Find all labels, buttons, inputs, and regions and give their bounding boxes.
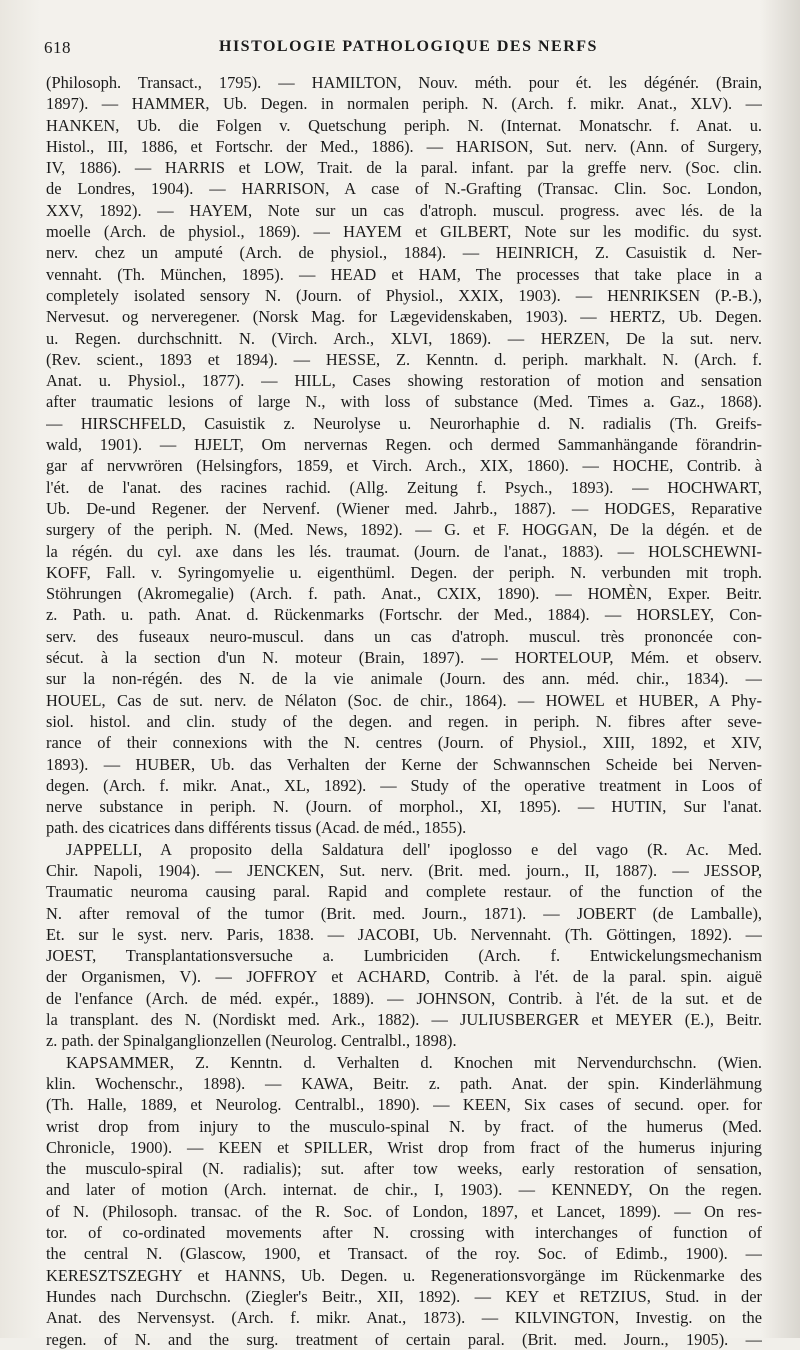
- text-line: XXV, 1892). — HAYEM, Note sur un cas d'atroph. muscul. progress. avec lés. de la: [46, 200, 762, 220]
- text-line: 1893). — HUBER, Ub. das Verhalten der Kerne der Schwannschen Scheide bei Nerven-: [46, 754, 762, 774]
- text-line: rance of their connexions with the N. centres (Journ. of Physiol., XIII, 1892, et XIV,: [46, 733, 762, 753]
- page-number: 618: [44, 38, 71, 57]
- text-line: sécut. à la section d'un N. moteur (Brain, 1897). — HORTELOUP, Mém. et observ.: [46, 648, 762, 668]
- text-line: KERESZTSZEGHY et HANNS, Ub. Degen. u. Regenerationsvorgänge im Rückenmarke des: [46, 1265, 762, 1285]
- text-line: serv. des fuseaux neuro-muscul. dans un cas d'atroph. muscul. très prononcée con-: [46, 626, 762, 646]
- text-line: Nervesut. og nerveregener. (Norsk Mag. for Lægevidenskaben, 1903). — HERTZ, Ub. Degen.: [46, 307, 762, 327]
- text-line: nerv. chez un amputé (Arch. de physiol., 1884). — HEINRICH, Z. Casuistik d. Ner-: [46, 243, 762, 263]
- text-line: la régén. du cyl. axe dans les lés. traumat. (Journ. de l'anat., 1883). — HOLSCHEWNI-: [46, 541, 762, 561]
- text-line: — HIRSCHFELD, Casuistik z. Neurolyse u. Neurorhaphie d. N. radialis (Th. Greifs-: [46, 413, 762, 433]
- text-line: z. Path. u. path. Anat. d. Rückenmarks (Fortschr. der Med., 1884). — HORSLEY, Con-: [46, 605, 762, 625]
- text-line: Anat. u. Physiol., 1877). — HILL, Cases showing restoration of motion and sensation: [46, 371, 762, 391]
- text-line: u. Regen. durchschnitt. N. (Virch. Arch., XLVI, 1869). — HERZEN, De la sut. nerv.: [46, 328, 762, 348]
- text-line: z. path. der Spinalganglionzellen (Neurolog. Centralbl., 1898).: [46, 1031, 457, 1051]
- text-line: la transplant. des N. (Nordiskt med. Ark., 1882). — JULIUSBERGER et MEYER (E.), Beitr.: [46, 1010, 762, 1030]
- text-line: N. after removal of the tumor (Brit. med. Journ., 1871). — JOBERT (de Lamballe),: [46, 903, 762, 923]
- text-line: the central N. (Glascow, 1900, et Transact. of the roy. Soc. of Edimb., 1900). —: [46, 1244, 762, 1264]
- text-line: 1897). — HAMMER, Ub. Degen. in normalen periph. N. (Arch. f. mikr. Anat., XLV). —: [46, 94, 762, 114]
- text-line: Traumatic neuroma causing paral. Rapid and complete restaur. of the function of the: [46, 882, 762, 902]
- text-line: Histol., III, 1886, et Fortschr. der Med., 1886). — HARISON, Sut. nerv. (Ann. of Surgery,: [46, 136, 762, 156]
- text-line: Hundes nach Durchschn. (Ziegler's Beitr., XII, 1892). — KEY et RETZIUS, Stud. in der: [46, 1286, 762, 1306]
- page-header: [44, 38, 764, 62]
- text-line: Chronicle, 1900). — KEEN et SPILLER, Wrist drop from fract of the humerus injuring: [46, 1137, 762, 1157]
- text-line: siol. histol. and clin. study of the degen. and regen. in periph. N. fibres after seve-: [46, 711, 762, 731]
- text-line: der Organismen, V). — JOFFROY et ACHARD, Contrib. à l'ét. de la paral. spin. aiguë: [46, 967, 762, 987]
- text-line: klin. Wochenschr., 1898). — KAWA, Beitr. z. path. Anat. der spin. Kinderlähmung: [46, 1073, 762, 1093]
- text-line: completely isolated sensory N. (Journ. of Physiol., XXIX, 1903). — HENRIKSEN (P.-B.),: [46, 285, 762, 305]
- text-line: surgery of the periph. N. (Med. News, 1892). — G. et F. HOGGAN, De la dégén. et de: [46, 520, 762, 540]
- text-line: Chir. Napoli, 1904). — JENCKEN, Sut. nerv. (Brit. med. journ., II, 1887). — JESSOP,: [46, 860, 762, 880]
- text-line: moelle (Arch. de physiol., 1869). — HAYEM et GILBERT, Note sur les modific. du syst.: [46, 222, 762, 242]
- text-line: l'ét. de l'anat. des racines rachid. (Allg. Zeitung f. Psych., 1893). — HOCHWART,: [46, 477, 762, 497]
- text-line: after traumatic lesions of large N., with loss of substance (Med. Times a. Gaz., 1868).: [46, 392, 762, 412]
- text-line: IV, 1886). — HARRIS et LOW, Trait. de la paral. infant. par la greffe nerv. (Soc. clin.: [46, 158, 762, 178]
- text-line: and later of motion (Arch. internat. de chir., I, 1903). — KENNEDY, On the regen.: [46, 1180, 762, 1200]
- text-line: HOUEL, Cas de sut. nerv. de Nélaton (Soc. de chir., 1864). — HOWEL et HUBER, A Phy-: [46, 690, 762, 710]
- text-line: (Philosoph. Transact., 1795). — HAMILTON, Nouv. méth. pour ét. les dégénér. (Brain,: [46, 73, 762, 92]
- text-line: wrist drop from injury to the musculo-spinal N. by fract. of the humerus (Med.: [46, 1116, 762, 1136]
- text-line: wald, 1901). — HJELT, Om nervernas Regen. och dermed Sammanhängande förandrin-: [46, 435, 762, 455]
- text-line: the musculo-spiral (N. radialis); sut. after tow weeks, early restoration of sensation,: [46, 1159, 762, 1179]
- text-line: JOEST, Transplantationsversuche a. Lumbriciden (Arch. f. Entwickelungsmechanism: [46, 946, 762, 966]
- running-title: HISTOLOGIE PATHOLOGIQUE DES NERFS: [219, 38, 598, 55]
- text-line: HANKEN, Ub. die Folgen v. Quetschung periph. N. (Internat. Monatschr. f. Anat. u.: [46, 115, 762, 135]
- text-line: Anat. des Nervensyst. (Arch. f. mikr. Anat., 1873). — KILVINGTON, Investig. on the: [46, 1308, 762, 1328]
- text-line: vennaht. (Th. München, 1895). — HEAD et HAM, The processes that take place in a: [46, 264, 762, 284]
- text-line: degen. (Arch. f. mikr. Anat., XL, 1892). — Study of the operative treatment in Loos of: [46, 775, 762, 795]
- text-line: de Londres, 1904). — HARRISON, A case of N.-Grafting (Transac. Clin. Soc. London,: [46, 179, 762, 199]
- text-line: (Rev. scient., 1893 et 1894). — HESSE, Z. Kenntn. d. periph. markhalt. N. (Arch. f.: [46, 349, 762, 369]
- bibliography-text: [46, 72, 762, 1350]
- text-line: KAPSAMMER, Z. Kenntn. d. Verhalten d. Knochen mit Nervendurchschn. (Wien.: [66, 1052, 762, 1072]
- text-line: tor. of co-ordinated movements after N. crossing with interchanges of function of: [46, 1223, 762, 1243]
- text-line: path. des cicatrices dans différents tissus (Acad. de méd., 1855).: [46, 818, 467, 838]
- text-line: de l'enfance (Arch. de méd. expér., 1889). — JOHNSON, Contrib. à l'ét. de la sut. et de: [46, 988, 762, 1008]
- text-line: JAPPELLI, A proposito della Saldatura dell' ipoglosso e del vago (R. Ac. Med.: [66, 839, 762, 859]
- text-line: (Th. Halle, 1889, et Neurolog. Centralbl., 1890). — KEEN, Six cases of secund. oper. for: [46, 1095, 762, 1115]
- text-line: nerve substance in periph. N. (Journ. of morphol., XI, 1895). — HUTIN, Sur l'anat.: [46, 797, 762, 817]
- text-line: gar af nervwrören (Helsingfors, 1859, et Virch. Arch., XIX, 1860). — HOCHE, Contrib. à: [46, 456, 762, 476]
- text-line: of N. (Philosoph. transac. of the R. Soc. of London, 1897, et Lancet, 1899). — On res-: [46, 1201, 762, 1221]
- text-line: Et. sur le syst. nerv. Paris, 1838. — JACOBI, Ub. Nervennaht. (Th. Göttingen, 1892). —: [46, 924, 762, 944]
- text-line: Stöhrungen (Akromegalie) (Arch. f. path. Anat., CXIX, 1890). — HOMÈN, Exper. Beitr.: [46, 584, 762, 604]
- text-line: KOFF, Fall. v. Syringomyelie u. eigenthüml. Degen. der periph. N. verbunden mit troph.: [46, 562, 762, 582]
- text-line: Ub. De-und Regener. der Nervenf. (Wiener med. Jahrb., 1887). — HODGES, Reparative: [46, 498, 762, 518]
- text-line: sur la non-régén. des N. de la vie animale (Journ. des ann. méd. chir., 1834). —: [46, 669, 762, 689]
- text-line: regen. of N. and the surg. treatment of certain paral. (Brit. med. Journ., 1905). —: [46, 1329, 762, 1349]
